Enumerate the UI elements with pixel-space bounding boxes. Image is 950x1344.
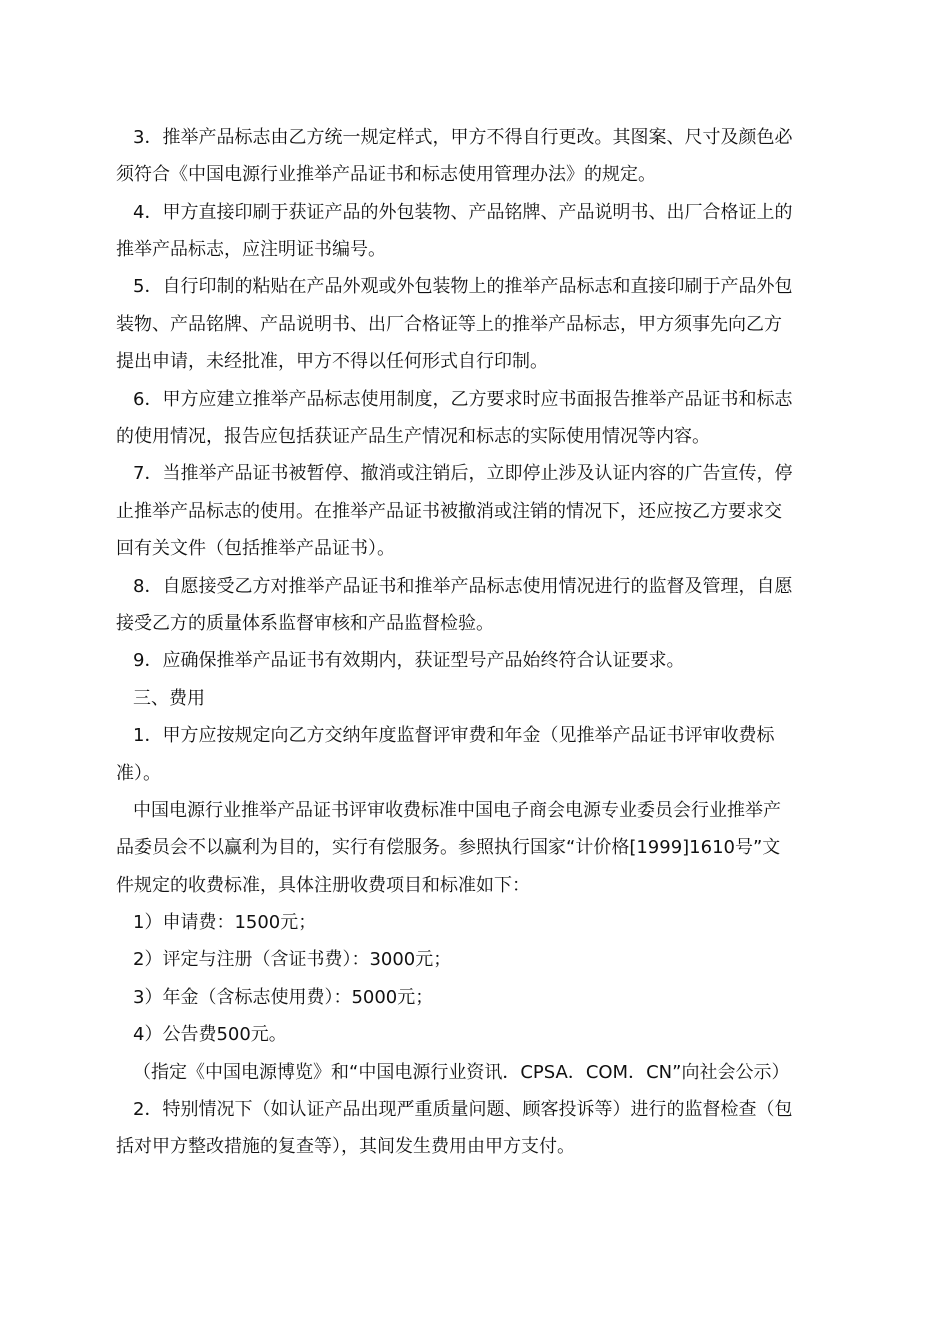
fee-clause-1-line-2: 准）。 (116, 763, 161, 784)
clause-8-line-2: 接受乙方的质量体系监督审核和产品监督检验。 (116, 613, 494, 634)
fee-clause-1-line-1: 1．甲方应按规定向乙方交纳年度监督评审费和年金（见推举产品证书评审收费标 (133, 725, 775, 746)
fee-standard-line-1: 中国电源行业推举产品证书评审收费标准中国电子商会电源专业委员会行业推举产 (133, 800, 781, 821)
fee-clause-2-line-2: 括对甲方整改措施的复查等），其间发生费用由甲方支付。 (116, 1136, 575, 1157)
clause-7-line-1: 7．当推举产品证书被暂停、撤消或注销后，立即停止涉及认证内容的广告宣传，停 (133, 463, 793, 484)
clause-7-line-2: 止推举产品标志的使用。在推举产品证书被撤消或注销的情况下，还应按乙方要求交 (116, 501, 782, 522)
fee-item-annual: 3）年金（含标志使用费）：5000元； (133, 987, 434, 1008)
clause-4-line-2: 推举产品标志，应注明证书编号。 (116, 239, 386, 260)
fee-item-evaluation: 2）评定与注册（含证书费）：3000元； (133, 949, 452, 970)
clause-7-line-3: 回有关文件（包括推举产品证书）。 (116, 538, 395, 559)
clause-9-line-1: 9．应确保推举产品证书有效期内，获证型号产品始终符合认证要求。 (133, 650, 685, 671)
publicity-note: （指定《中国电源博览》和“中国电源行业资讯．CPSA．COM．CN”向社会公示） (133, 1062, 790, 1083)
clause-6-line-1: 6．甲方应建立推举产品标志使用制度，乙方要求时应书面报告推举产品证书和标志 (133, 389, 793, 410)
section-heading-fees: 三、费用 (133, 688, 205, 709)
clause-5-line-3: 提出申请，未经批准，甲方不得以任何形式自行印制。 (116, 351, 548, 372)
fee-item-announcement: 4）公告费500元。 (133, 1024, 287, 1045)
clause-4-line-1: 4．甲方直接印刷于获证产品的外包装物、产品铭牌、产品说明书、出厂合格证上的 (133, 202, 793, 223)
fee-standard-line-3: 件规定的收费标准，具体注册收费项目和标准如下： (116, 875, 530, 896)
clause-8-line-1: 8．自愿接受乙方对推举产品证书和推举产品标志使用情况进行的监督及管理，自愿 (133, 576, 793, 597)
clause-3-line-2: 须符合《中国电源行业推举产品证书和标志使用管理办法》的规定。 (116, 164, 656, 185)
fee-standard-line-2: 品委员会不以赢利为目的，实行有偿服务。参照执行国家“计价格[1999]1610号”文 (116, 837, 781, 858)
fee-clause-2-line-1: 2．特别情况下（如认证产品出现严重质量问题、顾客投诉等）进行的监督检查（包 (133, 1099, 793, 1120)
clause-5-line-1: 5．自行印制的粘贴在产品外观或外包装物上的推举产品标志和直接印刷于产品外包 (133, 276, 793, 297)
fee-item-application: 1）申请费：1500元； (133, 912, 317, 933)
clause-6-line-2: 的使用情况，报告应包括获证产品生产情况和标志的实际使用情况等内容。 (116, 426, 710, 447)
clause-5-line-2: 装物、产品铭牌、产品说明书、出厂合格证等上的推举产品标志，甲方须事先向乙方 (116, 314, 782, 335)
clause-3-line-1: 3．推举产品标志由乙方统一规定样式，甲方不得自行更改。其图案、尺寸及颜色必 (133, 127, 793, 148)
